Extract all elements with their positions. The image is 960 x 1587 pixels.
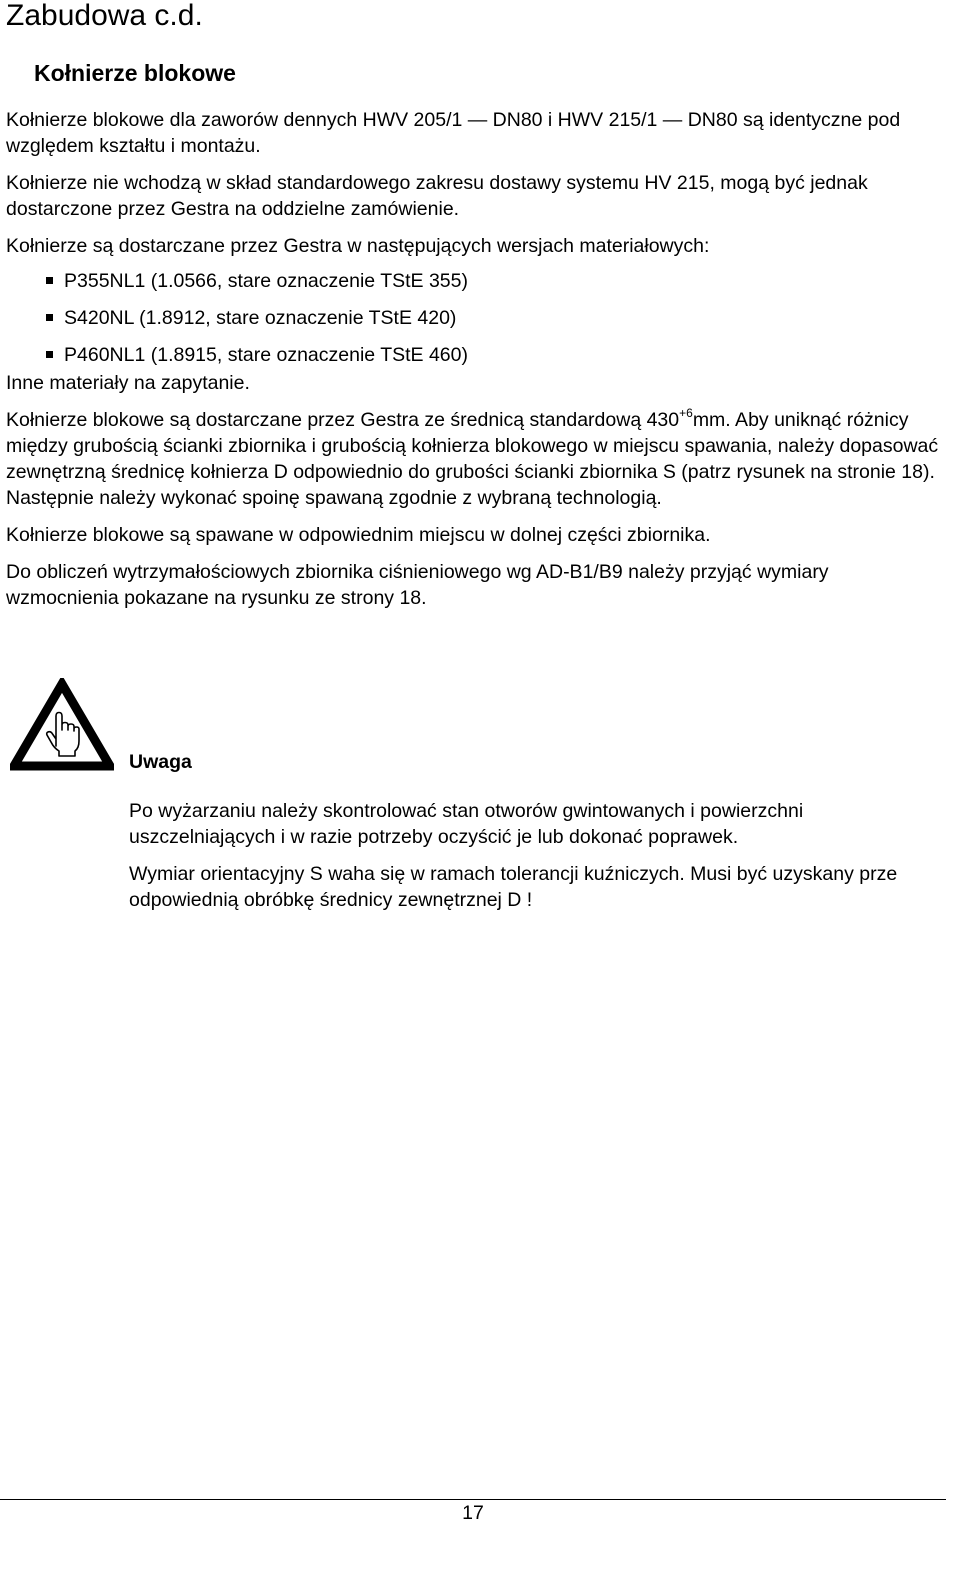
notice-paragraph-dimension: Wymiar orientacyjny S waha się w ramach tolerancji kuźniczych. Musi być uzyskany prze odpowiednią obróbkę średnicy zewnętrznej D ! [129, 863, 898, 911]
notice-title: Uwaga [129, 751, 192, 773]
bullet-icon [46, 277, 53, 284]
paragraph-strength-calc: Do obliczeń wytrzymałościowych zbiornika ciśnieniowego wg AD-B1/B9 należy przyjąć wymiary wzmocnienia pokazane na rysunku ze strony 18. [6, 561, 829, 609]
list-item-text: P355NL1 (1.0566, stare oznaczenie TStE 355) [64, 270, 468, 292]
notice-paragraph-annealing: Po wyżarzaniu należy skontrolować stan otworów gwintowanych i powierzchni uszczelniających i w razie potrzeby oczyścić je lub dokonać poprawek. [129, 800, 804, 848]
section-heading: Kołnierze blokowe [34, 60, 236, 86]
paragraph-valve-flanges: Kołnierze blokowe dla zaworów dennych HWV 205/1 — DN80 i HWV 215/1 — DN80 są identyczne pod względem kształtu i montażu. [6, 109, 901, 157]
page-title: Zabudowa c.d. [6, 0, 203, 32]
notice-box [129, 749, 929, 924]
paragraph-other-materials: Inne materiały na zapytanie. [6, 372, 250, 394]
paragraph-diameter [6, 407, 946, 511]
list-item-text: P460NL1 (1.8915, stare oznaczenie TStE 460) [64, 344, 468, 366]
diameter-tolerance: +6 [679, 406, 693, 420]
material-list [6, 268, 946, 379]
page-number: 17 [462, 1502, 484, 1524]
bullet-icon [46, 351, 53, 358]
diameter-text-start: Kołnierze blokowe są dostarczane przez Gestra ze średnicą standardową 430 [6, 409, 680, 431]
paragraph-welding-location: Kołnierze blokowe są spawane w odpowiednim miejscu w dolnej części zbiornika. [6, 524, 711, 546]
list-item [6, 342, 946, 379]
body-text [6, 107, 946, 622]
paragraph-material-versions: Kołnierze są dostarczane przez Gestra w następujących wersjach materiałowych: [6, 235, 710, 257]
bullet-icon [46, 314, 53, 321]
list-item [6, 268, 946, 305]
diameter-text-end: mm. Aby uniknąć różnicy między grubością ścianki zbiornika i grubością kołnierza blokowego w miejscu spawania, należy dopasować zewnętrzną średnicę kołnierza D odpowiednio do grubości ścianki zbiornika S (patrz rysunek na stronie 18). Następnie należy wykonać spoinę spawaną zgodnie z wybraną technologią. [6, 409, 939, 509]
list-item [6, 305, 946, 342]
warning-hand-icon [10, 678, 114, 772]
list-item-text: S420NL (1.8912, stare oznaczenie TStE 420) [64, 307, 457, 329]
paragraph-supply-scope: Kołnierze nie wchodzą w skład standardowego zakresu dostawy systemu HV 215, mogą być jednak dostarczone przez Gestra na oddzielne zamówienie. [6, 172, 868, 220]
